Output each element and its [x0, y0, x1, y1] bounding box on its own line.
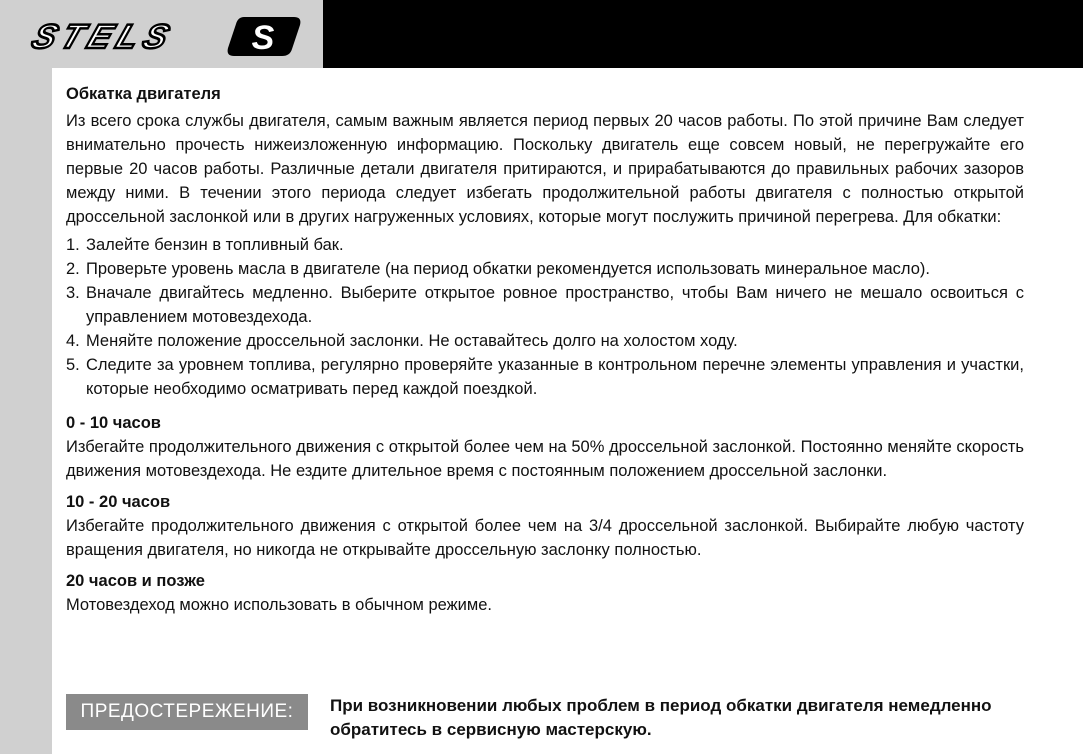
break-in-title: Обкатка двигателя — [66, 85, 221, 103]
step-text: Вначале двигайтесь медленно. Выберите открытое ровное пространство, чтобы Вам ничего не мешало освоиться с управлением мотовездехода. — [86, 284, 1024, 326]
warning-text: При возникновении любых проблем в период обкатки двигателя немедленно обратитесь в сервисную мастерскую. — [330, 696, 992, 739]
list-item — [66, 233, 1024, 257]
period-title: 20 часов и позже — [66, 572, 205, 590]
step-number: 1. — [66, 236, 80, 254]
left-margin-strip — [0, 68, 52, 754]
step-text: Меняйте положение дроссельной заслонки. Не оставайтесь долго на холостом ходу. — [86, 332, 738, 350]
period-title: 0 - 10 часов — [66, 414, 161, 432]
list-item — [66, 257, 1024, 281]
list-item — [66, 329, 1024, 353]
period-text: Избегайте продолжительного движения с открытой более чем на 50% дроссельной заслонкой. Постоянно меняйте скорость движения мотовездехода. Не ездите длительное время с постоянным положением дроссельной заслонки. — [66, 438, 1024, 480]
logo-mark-icon — [228, 17, 301, 57]
step-text: Следите за уровнем топлива, регулярно проверяйте указанные в контрольном перечне элементы управления и участки, которые необходимо осматривать перед каждой поездкой. — [86, 356, 1024, 398]
stels-logo — [22, 14, 304, 58]
intro-paragraph: Из всего срока службы двигателя, самым важным является период первых 20 часов работы. По этой причине Вам следует внимательно прочесть нижеизложенную информацию. Поскольку двигатель еще совсем новый, не перегружайте его первые 20 часов работы. Различные детали двигателя притираются, и прирабатываются до правильных рабочих зазоров между ними. В течении этого периода следует избегать продолжительной работы двигателя с полностью открытой дроссельной заслонкой или в других нагруженных условиях, которые могут послужить причиной перегрева. Для обкатки: — [66, 112, 1024, 226]
step-number: 2. — [66, 260, 80, 278]
step-number: 3. — [66, 284, 80, 302]
list-item — [66, 281, 1024, 329]
list-item — [66, 353, 1024, 401]
logo-wordmark: STELS — [26, 17, 181, 56]
step-text: Залейте бензин в топливный бак. — [86, 236, 344, 254]
period-10-20-section — [66, 490, 1024, 562]
period-text: Избегайте продолжительного движения с открытой более чем на 3/4 дроссельной заслонкой. Выбирайте любую частоту вращения двигателя, но никогда не открывайте дроссельную заслонку полностью. — [66, 517, 1024, 559]
period-20-plus-section — [66, 569, 1024, 617]
period-text: Мотовездеход можно использовать в обычном режиме. — [66, 596, 492, 614]
warning-badge: ПРЕДОСТЕРЕЖЕНИЕ: — [66, 694, 308, 730]
page-content — [66, 82, 1024, 624]
warning-box — [66, 694, 1024, 744]
period-0-10-section — [66, 411, 1024, 483]
break-in-steps-list — [66, 233, 1024, 401]
header-band — [323, 0, 1083, 68]
header-logo-area — [0, 0, 323, 68]
step-number: 4. — [66, 332, 80, 350]
step-number: 5. — [66, 356, 80, 374]
period-title: 10 - 20 часов — [66, 493, 171, 511]
step-text: Проверьте уровень масла в двигателе (на период обкатки рекомендуется использовать минеральное масло). — [86, 260, 930, 278]
logo-mark-letter: S — [251, 19, 275, 57]
